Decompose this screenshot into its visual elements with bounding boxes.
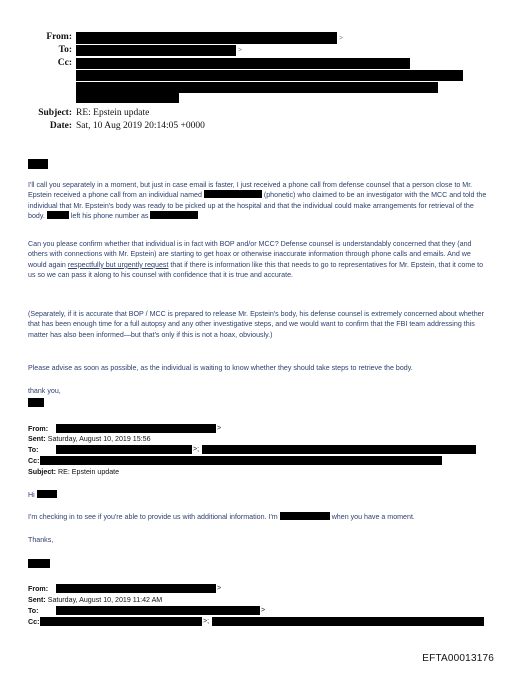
message-2-greeting: Hi <box>28 490 490 500</box>
date-label: Date: <box>49 121 72 131</box>
gt-mark: > <box>217 585 222 592</box>
message-2-cc: Cc: <box>28 457 40 465</box>
redacted-phone <box>280 512 330 520</box>
subject-label: Subject: <box>38 108 72 118</box>
subject-value: RE: Epstein update <box>76 108 150 118</box>
gt-mark: > <box>217 425 222 432</box>
message-2-paragraph: I'm checking in to see if you're able to provide us with additional information. I'm when you have a moment. <box>28 513 415 521</box>
redacted-name <box>47 211 69 219</box>
message-1-signoff: thank you, <box>28 387 61 395</box>
message-3-sent: Sent: Saturday, August 10, 2019 11:42 AM <box>28 596 163 604</box>
redacted-salutation <box>28 159 48 169</box>
redacted-from <box>76 32 337 44</box>
redacted-phone <box>150 211 198 219</box>
from-label: From: <box>46 32 72 42</box>
message-3-from: From: <box>28 585 49 593</box>
message-2-to: To: <box>28 446 39 454</box>
message-1-paragraph-1: I'll call you separately in a moment, but just in case email is faster, I just received a phone call from defense counsel that a person close to Mr. Epstein received a phone call from an individual named (phonetic) who claimed to be an investigator with the MCC and told the individual that Mr. Epstein's body was ready to be picked up at the hospital and that the individual could make arrangements for retrieval of the body. left his phone number as <box>28 181 487 221</box>
redacted-to-1 <box>56 445 192 454</box>
message-2-from: From: <box>28 425 49 433</box>
message-2-sent: Sent: Saturday, August 10, 2019 15:56 <box>28 435 151 443</box>
redacted-signature <box>28 559 50 568</box>
redacted-from <box>56 424 216 433</box>
redacted-to <box>76 45 236 56</box>
redacted-name <box>37 490 57 498</box>
redacted-to <box>56 606 260 615</box>
redacted-to-2 <box>202 445 476 454</box>
redacted-cc-2 <box>212 617 484 626</box>
message-2-subject: Subject: RE: Epstein update <box>28 468 120 476</box>
gt-mark: > <box>238 46 242 54</box>
gt-mark: >; <box>203 618 210 625</box>
to-label: To: <box>58 45 72 55</box>
message-1-paragraph-3: (Separately, if it is accurate that BOP / MCC is prepared to release Mr. Epstein's body, his defense counsel is extremely concerned about whether that has been enough time for a full autopsy and any other investigative steps, and we would want to confirm that the FBI team addressing this matter has also been informed—but that's only if this is not a hoax, obviously.) <box>28 310 484 339</box>
gt-mark: > <box>339 34 343 42</box>
redacted-cc-1 <box>76 58 410 69</box>
date-value: Sat, 10 Aug 2019 20:14:05 +0000 <box>76 121 205 131</box>
message-3-cc: Cc: <box>28 618 40 626</box>
redacted-name <box>204 190 262 198</box>
redacted-signature <box>28 398 44 407</box>
message-2-signoff: Thanks, <box>28 536 54 544</box>
cc-label: Cc: <box>57 58 72 68</box>
gt-mark: >; <box>193 446 200 453</box>
redacted-cc <box>40 456 442 465</box>
document-id: EFTA00013176 <box>422 653 494 664</box>
redacted-cc-1 <box>40 617 202 626</box>
redacted-cc-4 <box>76 93 179 103</box>
gt-mark: > <box>261 607 266 614</box>
message-1-paragraph-4: Please advise as soon as possible, as the individual is waiting to know whether they should take steps to retrieve the body. <box>28 364 413 372</box>
redacted-from <box>56 584 216 593</box>
redacted-cc-3 <box>76 82 438 93</box>
message-1-paragraph-2: Can you please confirm whether that individual is in fact with BOP and/or MCC? Defense counsel is understandably concerned that they (and others with connections with Mr. Epstein) are starting to get hoax or otherwise inaccurate information through phone calls and emails. And we would again respectfully but urgently request that if there is information like this that needs to go to representatives for Mr. Epstein, that it come to us so we can pass it along to his counsel with confidence that it is true and accurate. <box>28 240 484 280</box>
message-3-to: To: <box>28 607 39 615</box>
redacted-cc-2 <box>76 70 463 81</box>
